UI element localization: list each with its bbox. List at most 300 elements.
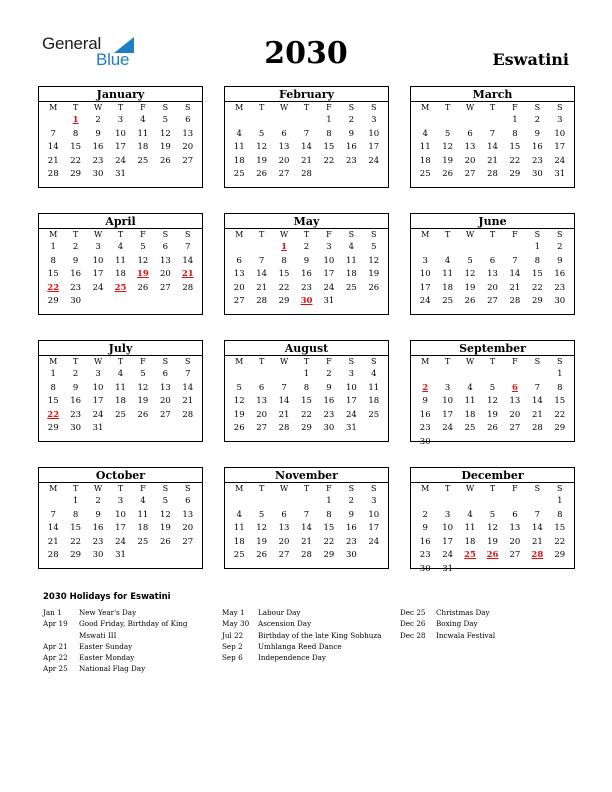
empty-day-cell — [228, 241, 250, 255]
day-cell: 7 — [303, 128, 310, 139]
weekday-header: S — [557, 484, 563, 493]
day-cell: 22 — [301, 409, 312, 420]
holiday-day-cell: 30 — [300, 296, 313, 307]
empty-day-cell — [459, 495, 481, 509]
holiday-row — [400, 618, 495, 629]
day-cell: 24 — [419, 296, 431, 307]
day-cell: 27 — [464, 169, 476, 180]
weekday-header: S — [557, 230, 563, 239]
day-cell: 10 — [368, 128, 380, 139]
day-cell: 8 — [72, 128, 79, 139]
day-cell: 5 — [236, 382, 242, 393]
holiday-date: Jan 1 — [43, 608, 62, 617]
day-cell: 15 — [554, 523, 566, 534]
day-cell: 8 — [557, 509, 563, 520]
day-cell: 18 — [345, 269, 357, 280]
weekday-header: F — [512, 230, 518, 239]
weekday-header: S — [185, 230, 191, 239]
month-november — [224, 467, 389, 569]
day-cell: 25 — [442, 296, 454, 307]
day-cell: 7 — [512, 255, 518, 266]
day-cell: 23 — [531, 155, 543, 166]
day-cell: 17 — [92, 269, 104, 280]
weekday-header: S — [348, 103, 355, 112]
page-title-year: 2030 — [264, 36, 348, 71]
day-cell: 18 — [464, 536, 476, 547]
day-cell: 14 — [182, 255, 194, 266]
holiday-name: Umhlanga Reed Dance — [258, 641, 342, 651]
month-july — [38, 340, 203, 442]
day-cell: 18 — [137, 142, 149, 153]
day-cell: 16 — [554, 269, 566, 280]
day-cell: 25 — [464, 423, 476, 434]
day-cell: 11 — [137, 128, 149, 139]
month-title: July — [39, 341, 202, 356]
day-cell: 23 — [419, 550, 431, 561]
day-cell: 17 — [323, 269, 335, 280]
weekday-header: S — [185, 484, 191, 493]
day-cell: 6 — [489, 255, 496, 266]
day-cell: 15 — [70, 523, 82, 534]
day-cell: 11 — [419, 142, 431, 153]
holiday-name: Mswati III — [79, 630, 117, 640]
day-cell: 25 — [115, 409, 126, 420]
day-cell: 17 — [442, 409, 454, 420]
weekday-header: S — [162, 230, 169, 239]
day-cell: 23 — [92, 536, 104, 547]
empty-day-cell — [414, 114, 436, 128]
day-cell: 20 — [278, 155, 290, 166]
holiday-row — [400, 630, 495, 641]
holiday-date: Dec 26 — [400, 619, 426, 629]
empty-day-cell — [459, 368, 481, 382]
day-cell: 7 — [281, 382, 287, 393]
holiday-column — [400, 607, 495, 641]
day-cell: 14 — [47, 142, 59, 153]
day-cell: 26 — [233, 423, 245, 434]
day-cell: 10 — [368, 509, 380, 520]
weekday-header: T — [489, 103, 496, 112]
day-cell: 4 — [236, 128, 242, 139]
day-cell: 28 — [487, 169, 498, 180]
day-cell: 25 — [233, 550, 245, 561]
day-cell: 4 — [371, 369, 377, 379]
day-cell: 23 — [301, 282, 312, 293]
day-cell: 12 — [159, 509, 171, 520]
day-cell: 27 — [182, 155, 194, 166]
day-cell: 17 — [419, 282, 431, 293]
empty-day-cell — [228, 495, 250, 509]
day-cell: 10 — [554, 128, 566, 139]
day-cell: 17 — [115, 523, 126, 534]
day-cell: 7 — [258, 255, 265, 266]
weekday-header: T — [444, 357, 451, 366]
month-title: January — [39, 87, 202, 102]
holiday-row — [43, 663, 188, 674]
day-cell: 24 — [92, 409, 104, 420]
holiday-date: Apr 25 — [43, 664, 68, 674]
day-cell: 20 — [182, 523, 194, 534]
weekday-header: W — [93, 357, 103, 366]
day-cell: 24 — [115, 536, 126, 547]
day-cell: 12 — [137, 382, 149, 393]
day-cell: 29 — [70, 550, 82, 561]
day-cell: 13 — [182, 128, 194, 139]
day-cell: 11 — [233, 523, 245, 534]
day-cell: 28 — [301, 550, 312, 561]
month-title: June — [411, 214, 574, 229]
day-cell: 2 — [422, 509, 428, 520]
weekday-header: T — [258, 484, 265, 493]
day-cell: 30 — [92, 550, 104, 561]
day-cell: 16 — [301, 269, 312, 280]
day-cell: 21 — [47, 536, 59, 547]
day-cell: 23 — [554, 282, 566, 293]
month-days-grid — [411, 483, 574, 577]
day-cell: 27 — [509, 550, 521, 561]
day-cell: 2 — [72, 242, 79, 252]
day-cell: 11 — [368, 382, 380, 393]
holiday-name: National Flag Day — [79, 664, 146, 674]
weekday-header: S — [534, 357, 541, 366]
holiday-row — [43, 641, 188, 652]
day-cell: 5 — [140, 242, 146, 252]
day-cell: 10 — [92, 255, 104, 266]
day-cell: 24 — [115, 155, 126, 166]
day-cell: 13 — [509, 523, 521, 534]
weekday-header: S — [534, 103, 541, 112]
day-cell: 22 — [278, 282, 290, 293]
day-cell: 14 — [531, 396, 543, 407]
day-cell: 20 — [278, 536, 290, 547]
day-cell: 13 — [278, 142, 290, 153]
day-cell: 18 — [419, 155, 431, 166]
weekday-header: M — [235, 230, 244, 239]
day-cell: 2 — [72, 369, 79, 379]
holiday-row — [222, 630, 381, 641]
day-cell: 16 — [345, 142, 357, 153]
day-cell: 6 — [185, 496, 191, 506]
holiday-name: Independence Day — [258, 653, 326, 663]
holiday-row — [222, 652, 381, 663]
month-march — [410, 86, 575, 188]
day-cell: 7 — [534, 382, 541, 393]
weekday-header: F — [140, 230, 146, 239]
month-august — [224, 340, 389, 442]
weekday-header: T — [303, 230, 310, 239]
day-cell: 28 — [182, 282, 194, 293]
day-cell: 26 — [487, 423, 498, 434]
day-cell: 4 — [140, 115, 146, 125]
day-cell: 5 — [467, 255, 473, 266]
day-cell: 13 — [487, 269, 498, 280]
day-cell: 3 — [95, 369, 101, 379]
day-cell: 27 — [487, 296, 498, 307]
day-cell: 13 — [159, 382, 171, 393]
day-cell: 30 — [419, 563, 431, 574]
day-cell: 26 — [137, 409, 149, 420]
day-cell: 1 — [326, 115, 332, 125]
day-cell: 28 — [256, 296, 268, 307]
day-cell: 20 — [487, 282, 498, 293]
day-cell: 15 — [278, 269, 290, 280]
empty-day-cell — [273, 368, 295, 382]
day-cell: 15 — [509, 142, 521, 153]
day-cell: 24 — [368, 536, 380, 547]
weekday-header: W — [279, 484, 289, 493]
day-cell: 9 — [348, 509, 355, 520]
holiday-name: Easter Monday — [79, 653, 135, 663]
day-cell: 10 — [345, 382, 357, 393]
day-cell: 31 — [115, 550, 126, 561]
day-cell: 15 — [301, 396, 312, 407]
day-cell: 18 — [233, 536, 245, 547]
empty-day-cell — [42, 114, 64, 128]
day-cell: 9 — [422, 396, 428, 407]
empty-day-cell — [526, 495, 548, 509]
day-cell: 30 — [345, 550, 357, 561]
day-cell: 8 — [557, 382, 563, 393]
day-cell: 19 — [159, 142, 171, 153]
day-cell: 1 — [72, 496, 79, 506]
month-title: August — [225, 341, 388, 356]
month-days-grid — [411, 356, 574, 450]
day-cell: 5 — [444, 128, 451, 139]
day-cell: 21 — [256, 282, 268, 293]
day-cell: 7 — [50, 509, 56, 520]
day-cell: 19 — [487, 536, 498, 547]
day-cell: 12 — [368, 255, 380, 266]
day-cell: 30 — [323, 423, 335, 434]
month-days-grid — [39, 229, 202, 309]
weekday-header: S — [371, 357, 377, 366]
day-cell: 7 — [185, 369, 191, 379]
day-cell: 24 — [323, 282, 335, 293]
holiday-date: May 30 — [222, 619, 250, 629]
day-cell: 17 — [368, 523, 380, 534]
weekday-header: T — [72, 103, 79, 112]
day-cell: 14 — [509, 269, 521, 280]
holiday-name: Boxing Day — [436, 619, 478, 629]
day-cell: 28 — [47, 550, 59, 561]
day-cell: 26 — [256, 169, 268, 180]
day-cell: 6 — [162, 369, 169, 379]
day-cell: 26 — [159, 155, 171, 166]
weekday-header: T — [489, 357, 496, 366]
day-cell: 16 — [419, 536, 431, 547]
weekday-header: T — [72, 484, 79, 493]
day-cell: 12 — [487, 523, 498, 534]
day-cell: 24 — [442, 423, 454, 434]
day-cell: 11 — [115, 382, 126, 393]
day-cell: 28 — [47, 169, 59, 180]
weekday-header: W — [279, 103, 289, 112]
empty-day-cell — [228, 114, 250, 128]
day-cell: 22 — [509, 155, 521, 166]
holiday-row — [43, 652, 188, 663]
day-cell: 24 — [442, 550, 454, 561]
day-cell: 30 — [419, 436, 431, 447]
weekday-header: T — [258, 103, 265, 112]
day-cell: 3 — [95, 242, 101, 252]
day-cell: 12 — [159, 128, 171, 139]
day-cell: 16 — [70, 269, 82, 280]
holiday-name: New Year's Day — [79, 608, 137, 617]
empty-day-cell — [481, 495, 503, 509]
day-cell: 30 — [92, 169, 104, 180]
holiday-day-cell: 25 — [464, 550, 476, 561]
month-title: October — [39, 468, 202, 483]
weekday-header: S — [534, 484, 541, 493]
empty-day-cell — [414, 368, 436, 382]
day-cell: 17 — [368, 142, 380, 153]
weekday-header: W — [279, 357, 289, 366]
month-may — [224, 213, 389, 315]
weekday-header: S — [162, 103, 169, 112]
month-title: November — [225, 468, 388, 483]
day-cell: 29 — [70, 169, 82, 180]
day-cell: 17 — [92, 396, 104, 407]
day-cell: 26 — [464, 296, 476, 307]
day-cell: 21 — [531, 536, 543, 547]
day-cell: 9 — [422, 523, 428, 534]
day-cell: 27 — [233, 296, 245, 307]
day-cell: 13 — [464, 142, 476, 153]
day-cell: 19 — [256, 155, 268, 166]
day-cell: 7 — [185, 242, 191, 252]
weekday-header: S — [348, 230, 355, 239]
day-cell: 12 — [487, 396, 498, 407]
weekday-header: F — [326, 357, 332, 366]
weekday-header: M — [49, 484, 58, 493]
month-october — [38, 467, 203, 569]
day-cell: 22 — [554, 536, 566, 547]
holiday-day-cell: 26 — [486, 550, 499, 561]
day-cell: 25 — [368, 409, 380, 420]
day-cell: 1 — [303, 369, 310, 379]
month-days-grid — [411, 102, 574, 182]
day-cell: 5 — [371, 242, 377, 252]
day-cell: 9 — [534, 128, 541, 139]
weekday-header: S — [534, 230, 541, 239]
day-cell: 24 — [345, 409, 357, 420]
day-cell: 31 — [115, 169, 126, 180]
day-cell: 21 — [182, 396, 194, 407]
holiday-column — [222, 607, 381, 663]
weekday-header: F — [326, 103, 332, 112]
day-cell: 12 — [442, 142, 454, 153]
day-cell: 3 — [117, 115, 124, 125]
day-cell: 13 — [233, 269, 245, 280]
day-cell: 4 — [140, 496, 146, 506]
logo-text-blue: Blue — [96, 50, 130, 69]
weekday-header: S — [185, 357, 191, 366]
day-cell: 18 — [368, 396, 380, 407]
holiday-date: Dec 28 — [400, 630, 426, 640]
day-cell: 23 — [345, 155, 357, 166]
day-cell: 19 — [487, 409, 498, 420]
day-cell: 6 — [281, 128, 287, 139]
day-cell: 2 — [534, 115, 541, 125]
month-days-grid — [39, 483, 202, 563]
day-cell: 11 — [137, 509, 149, 520]
day-cell: 6 — [281, 509, 287, 520]
month-days-grid — [225, 102, 388, 182]
weekday-header: M — [49, 230, 58, 239]
day-cell: 17 — [115, 142, 126, 153]
month-title: February — [225, 87, 388, 102]
empty-day-cell — [481, 114, 503, 128]
day-cell: 22 — [531, 282, 543, 293]
empty-day-cell — [459, 241, 481, 255]
day-cell: 31 — [554, 169, 566, 180]
month-title: September — [411, 341, 574, 356]
empty-day-cell — [414, 495, 436, 509]
day-cell: 28 — [278, 423, 290, 434]
day-cell: 3 — [371, 496, 377, 506]
weekday-header: S — [162, 357, 169, 366]
day-cell: 29 — [47, 423, 59, 434]
day-cell: 20 — [256, 409, 268, 420]
weekday-header: W — [465, 357, 475, 366]
day-cell: 10 — [115, 128, 126, 139]
day-cell: 18 — [115, 396, 126, 407]
month-title: March — [411, 87, 574, 102]
day-cell: 8 — [50, 382, 56, 393]
weekday-header: T — [258, 230, 265, 239]
holiday-day-cell: 25 — [114, 282, 127, 293]
day-cell: 31 — [442, 563, 454, 574]
day-cell: 15 — [323, 523, 335, 534]
day-cell: 5 — [489, 509, 496, 520]
holiday-date: May 1 — [222, 608, 245, 617]
empty-day-cell — [42, 495, 64, 509]
weekday-header: W — [465, 230, 475, 239]
day-cell: 15 — [323, 142, 335, 153]
weekday-header: T — [117, 484, 124, 493]
holiday-name: Labour Day — [258, 608, 301, 617]
day-cell: 8 — [534, 255, 541, 266]
holiday-day-cell: 22 — [47, 409, 60, 420]
month-december — [410, 467, 575, 574]
holiday-date: Apr 22 — [43, 653, 68, 663]
holiday-row — [222, 618, 381, 629]
day-cell: 11 — [233, 142, 245, 153]
day-cell: 8 — [50, 255, 56, 266]
day-cell: 8 — [303, 382, 310, 393]
day-cell: 22 — [70, 155, 82, 166]
day-cell: 1 — [326, 496, 332, 506]
day-cell: 18 — [137, 523, 149, 534]
day-cell: 3 — [348, 369, 355, 379]
day-cell: 6 — [258, 382, 265, 393]
day-cell: 1 — [512, 115, 518, 125]
day-cell: 9 — [95, 128, 101, 139]
holiday-date: Apr 19 — [43, 619, 68, 629]
weekday-header: S — [557, 357, 563, 366]
weekday-header: S — [348, 357, 355, 366]
day-cell: 4 — [467, 382, 473, 393]
weekday-header: M — [235, 484, 244, 493]
day-cell: 29 — [509, 169, 521, 180]
day-cell: 8 — [281, 255, 287, 266]
day-cell: 28 — [509, 296, 521, 307]
day-cell: 12 — [137, 255, 149, 266]
day-cell: 1 — [50, 242, 56, 252]
day-cell: 28 — [182, 409, 194, 420]
holiday-row — [43, 618, 188, 629]
holiday-name: Christmas Day — [436, 608, 490, 617]
